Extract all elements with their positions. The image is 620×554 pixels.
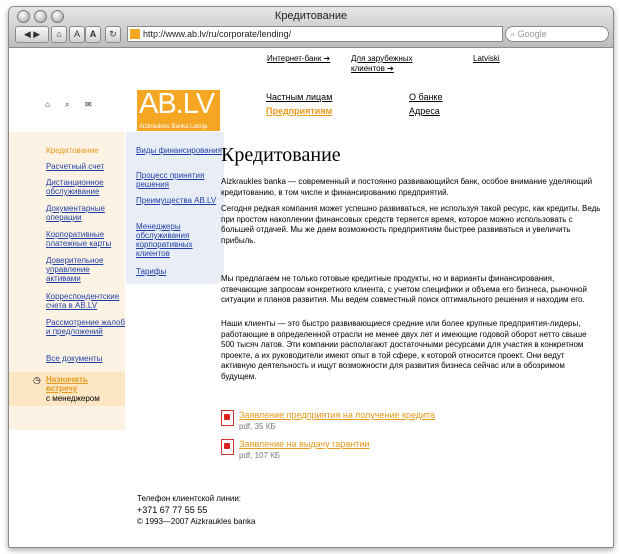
document-meta: pdf, 107 КБ [239,451,281,460]
pdf-icon [221,439,234,455]
mail-icon[interactable]: ✉ [85,100,92,109]
window-title: Кредитование [274,10,348,22]
nav-about[interactable]: О банке [409,92,443,102]
clock-icon: ◷ [33,375,41,385]
page-title: Кредитование [221,144,341,166]
page-content [9,48,613,547]
sidebar-item-complaints[interactable]: Рассмотрение жалоб и предложений [46,318,126,336]
browser-window [8,6,614,548]
subnav-item-decision-process[interactable]: Процесс принятия решения [136,171,205,189]
search-icon[interactable]: ⌕ [65,100,70,109]
sidebar-item-lending[interactable]: Кредитование [46,146,99,155]
address-bar[interactable] [127,26,503,42]
subnav-item-tariffs[interactable]: Тарифы [136,267,167,276]
sidebar-item-trust-management[interactable]: Доверительное управление активами [46,256,104,283]
back-icon[interactable]: ◀ [23,29,31,39]
article-paragraph-4: Наши клиенты — это быстро развивающиеся средние или более крупные предприятия-лидеры, работающие в определенной отрасли не менее двух лет и имеющие годовой оборот нетто свыше 500 тысяч латов. Эти компании располагают достаточными ресурсами для участия в конкретном проекте, а их руководители имеют опыт в той сфере, к которой относится проект. Они ведут активную деятельность и ищут возможности для развития бизнеса сейчас или в обозримом будущем. [221,319,587,381]
article [221,144,603,381]
reload-button[interactable]: ↻ [105,26,121,43]
latvian-language-link[interactable]: Latviski [473,54,500,63]
sidebar-item-remote-service[interactable]: Дистанционное обслуживание [46,178,104,196]
article-paragraph-1: Aizkraukles banka — современный и постоянно развивающийся банк, особое внимание уделяющий кредитованию, в том числе и финансированию предприятий. [221,177,593,197]
document-link[interactable]: Заявление предприятия на получение кредита [239,410,436,420]
nav-private[interactable]: Частным лицам [266,92,333,102]
home-icon[interactable]: ⌂ [45,100,50,109]
ablv-logo[interactable] [137,90,220,131]
favicon-icon [130,29,140,39]
phone-label: Телефон клиентской линии: [137,494,242,503]
meeting-box [9,372,125,406]
meeting-link[interactable]: Назначить встречу [46,375,88,393]
forward-icon[interactable]: ▶ [33,29,41,39]
sidebar-item-corporate-cards[interactable]: Корпоративные платежные карты [46,230,112,248]
foreign-clients-link[interactable]: Для зарубежных [351,54,413,63]
text-smaller-button[interactable]: A [69,26,85,43]
pdf-icon [221,410,234,426]
sub-nav [126,132,224,284]
copyright: © 1993—2007 Aizkraukles banka [137,517,256,526]
nav-addresses[interactable]: Адреса [409,106,440,116]
document-meta: pdf, 35 КБ [239,422,276,431]
search-placeholder: Google [517,29,547,39]
document-link[interactable]: Заявление на выдачу гарантии [239,439,370,449]
text-bigger-button[interactable]: A [85,26,101,43]
nav-corporate[interactable]: Предприятиям [266,106,333,116]
search-field[interactable] [505,26,609,42]
subnav-item-financing-types[interactable]: Виды финансирования [136,146,222,155]
search-icon: ⌕ [510,29,516,39]
back-forward-button[interactable] [15,26,49,43]
sidebar-item-correspondent-accounts[interactable]: Корреспондентские счета в AB.LV [46,292,120,310]
titlebar [9,7,613,48]
article-paragraph-2: Сегодня редкая компания может успешно развиваться, не используя такой ресурс, как кредиты. Ведь при простом накоплении финансовых средств теряется время, которое можно использовать с большей отдачей. Мы же даем возможность предприятиям быстрее развиваться и увеличить прибыль. [221,204,601,245]
article-paragraph-3: Мы предлагаем не только готовые кредитные продукты, но и варианты финансирования, отвечающие запросам конкретного клиента, с учетом специфики и объема его бизнеса, рыночной ситуации и планов развития. Мы ведем совместный поиск оптимального решения и находим его. [221,274,587,304]
phone-number: +371 67 77 55 55 [137,505,208,515]
internet-bank-link[interactable]: Интернет-банк ➔ [267,54,331,63]
logo-subtitle: Aizkraukles Banka Latvija [139,124,208,130]
foreign-clients-link-line2[interactable]: клиентов ➔ [351,64,394,73]
logo-text: AB.LV [139,88,215,120]
sidebar-item-all-documents[interactable]: Все документы [46,354,103,363]
sidebar-item-documentary[interactable]: Документарные операции [46,204,105,222]
url-text[interactable]: http://www.ab.lv/ru/corporate/lending/ [143,29,292,39]
meeting-text: с менеджером [46,394,100,403]
home-button[interactable]: ⌂ [51,26,67,43]
subnav-item-advantages[interactable]: Преимущества AB.LV [136,196,217,205]
subnav-item-managers[interactable]: Менеджеры обслуживания корпоративных клиентов [136,222,193,258]
sidebar-item-current-account[interactable]: Расчетный счет [46,162,105,171]
